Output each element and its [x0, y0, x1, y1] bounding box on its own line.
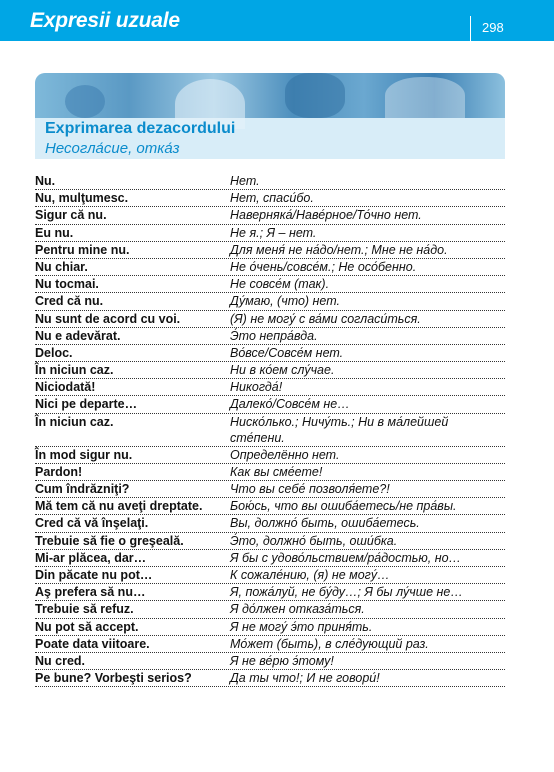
- section-title: Exprimarea dezacordului: [45, 120, 236, 137]
- phrase-row: [35, 362, 505, 379]
- russian-translation: Ниско́лько.; Ничу́ть.; Ни в ма́лейшей сте́пени.: [230, 414, 449, 445]
- russian-translation: (Я) не могу́ с ва́ми согласи́ться.: [230, 311, 421, 326]
- romanian-phrase: Deloc.: [35, 345, 73, 360]
- russian-translation: Да ты что!; И не говори́!: [230, 671, 380, 686]
- phrase-row: [35, 515, 505, 532]
- phrase-row: [35, 276, 505, 293]
- phrase-row: [35, 550, 505, 567]
- phrase-row: [35, 619, 505, 636]
- romanian-phrase: Cum îndrăzniţi?: [35, 482, 130, 496]
- phrase-row: [35, 225, 505, 242]
- page-number: 298: [482, 20, 504, 35]
- russian-translation: Я до́лжен отказа́ться.: [230, 602, 365, 617]
- russian-translation: Не о́чень/совсе́м.; Не осо́бенно.: [230, 259, 417, 274]
- romanian-phrase: Pe bune? Vorbeşti serios?: [35, 671, 192, 686]
- phrase-row: [35, 173, 505, 190]
- russian-translation: Далеко́/Совсе́м не…: [230, 397, 350, 412]
- top-banner: [0, 0, 554, 41]
- russian-translation: Э́то, должно́ быть, оши́бка.: [230, 533, 398, 548]
- phrase-list: [35, 173, 505, 687]
- romanian-phrase: Pardon!: [35, 464, 83, 479]
- phrase-row: [35, 481, 505, 498]
- russian-translation: Мо́жет (быть), в сле́дующий раз.: [230, 636, 429, 651]
- phrase-row: [35, 259, 505, 276]
- romanian-phrase: Aş prefera să nu…: [35, 585, 146, 600]
- russian-translation: Я бы с удово́льствием/ра́достью, но…: [230, 550, 462, 565]
- russian-translation: Э́то непра́вда.: [230, 328, 318, 343]
- romanian-phrase: Nu sunt de acord cu voi.: [35, 311, 181, 326]
- section-header: [35, 73, 505, 159]
- russian-translation: Бою́сь, что вы ошиба́етесь/не пра́вы.: [230, 499, 457, 514]
- phrase-row: [35, 464, 505, 481]
- phrase-row: [35, 396, 505, 413]
- russian-translation: Не совсе́м (так).: [230, 277, 330, 292]
- romanian-phrase: Poate data viitoare.: [35, 636, 150, 651]
- romanian-phrase: În niciun caz.: [35, 363, 114, 378]
- russian-translation: Определённо нет.: [230, 447, 340, 462]
- romanian-phrase: Nu, mulţumesc.: [35, 191, 129, 206]
- romanian-phrase: Cred că nu.: [35, 294, 104, 309]
- russian-translation: Что вы себе́ позволя́ете?!: [230, 482, 390, 496]
- phrase-row: [35, 584, 505, 601]
- phrase-row: [35, 328, 505, 345]
- phrase-row: [35, 533, 505, 550]
- romanian-phrase: Trebuie să refuz.: [35, 602, 134, 617]
- russian-translation: Я, пожа́луй, не бу́ду…; Я бы лу́чше не…: [230, 585, 463, 600]
- russian-translation: К сожале́нию, (я) не могу́…: [230, 567, 390, 582]
- section-subtitle: Несогла́сие, отка́з: [45, 140, 180, 157]
- romanian-phrase: Nu cred.: [35, 653, 86, 668]
- romanian-phrase: Din păcate nu pot…: [35, 567, 153, 582]
- phrase-row: [35, 242, 505, 259]
- phrase-row: [35, 190, 505, 207]
- phrase-row: [35, 653, 505, 670]
- romanian-phrase: Mi-ar plăcea, dar…: [35, 550, 147, 565]
- phrase-row: [35, 567, 505, 584]
- phrase-row: [35, 498, 505, 515]
- phrase-row: [35, 447, 505, 464]
- romanian-phrase: Nu chiar.: [35, 259, 88, 274]
- romanian-phrase: Nu.: [35, 174, 56, 188]
- russian-translation: Не я.; Я – нет.: [230, 225, 317, 240]
- romanian-phrase: În mod sigur nu.: [35, 447, 133, 462]
- romanian-phrase: Eu nu.: [35, 225, 74, 240]
- phrase-row: [35, 636, 505, 653]
- russian-translation: Нет, спаси́бо.: [230, 191, 314, 206]
- russian-translation: Я не могу́ э́то приня́ть.: [230, 619, 373, 634]
- russian-translation: Как вы сме́ете!: [230, 464, 323, 479]
- russian-translation: Нет.: [230, 174, 260, 188]
- romanian-phrase: Mă tem că nu aveţi dreptate.: [35, 499, 203, 514]
- phrase-row: [35, 207, 505, 224]
- romanian-phrase: Trebuie să fie o greşeală.: [35, 533, 184, 548]
- russian-translation: Во́все/Совсе́м нет.: [230, 345, 344, 360]
- russian-translation: Я не ве́рю э́тому!: [230, 653, 334, 668]
- phrase-row: [35, 670, 505, 687]
- romanian-phrase: Nici pe departe…: [35, 397, 138, 412]
- phrase-row: [35, 414, 505, 447]
- russian-translation: Для меня́ не на́до/нет.; Мне не на́до.: [230, 242, 448, 257]
- phrase-row: [35, 379, 505, 396]
- romanian-phrase: Pentru mine nu.: [35, 242, 130, 257]
- phrase-row: [35, 311, 505, 328]
- header-photo: [35, 73, 505, 118]
- russian-translation: Наверняка́/Наве́рное/То́чно нет.: [230, 208, 422, 223]
- romanian-phrase: Nu tocmai.: [35, 277, 99, 292]
- russian-translation: Ни в ко́ем слу́чае.: [230, 363, 335, 378]
- russian-translation: Никогда́!: [230, 380, 283, 395]
- romanian-phrase: Nu pot să accept.: [35, 619, 139, 634]
- romanian-phrase: În niciun caz.: [35, 414, 114, 429]
- phrase-row: [35, 345, 505, 362]
- romanian-phrase: Nu e adevărat.: [35, 328, 121, 343]
- phrase-row: [35, 293, 505, 310]
- phrase-row: [35, 601, 505, 618]
- russian-translation: Ду́маю, (что) нет.: [230, 294, 340, 309]
- chapter-title: Expresii uzuale: [30, 9, 180, 32]
- romanian-phrase: Cred că vă înşelaţi.: [35, 516, 149, 531]
- page-divider: [470, 16, 471, 41]
- romanian-phrase: Sigur că nu.: [35, 208, 107, 223]
- romanian-phrase: Niciodată!: [35, 380, 96, 395]
- russian-translation: Вы, должно́ быть, ошиба́етесь.: [230, 516, 420, 531]
